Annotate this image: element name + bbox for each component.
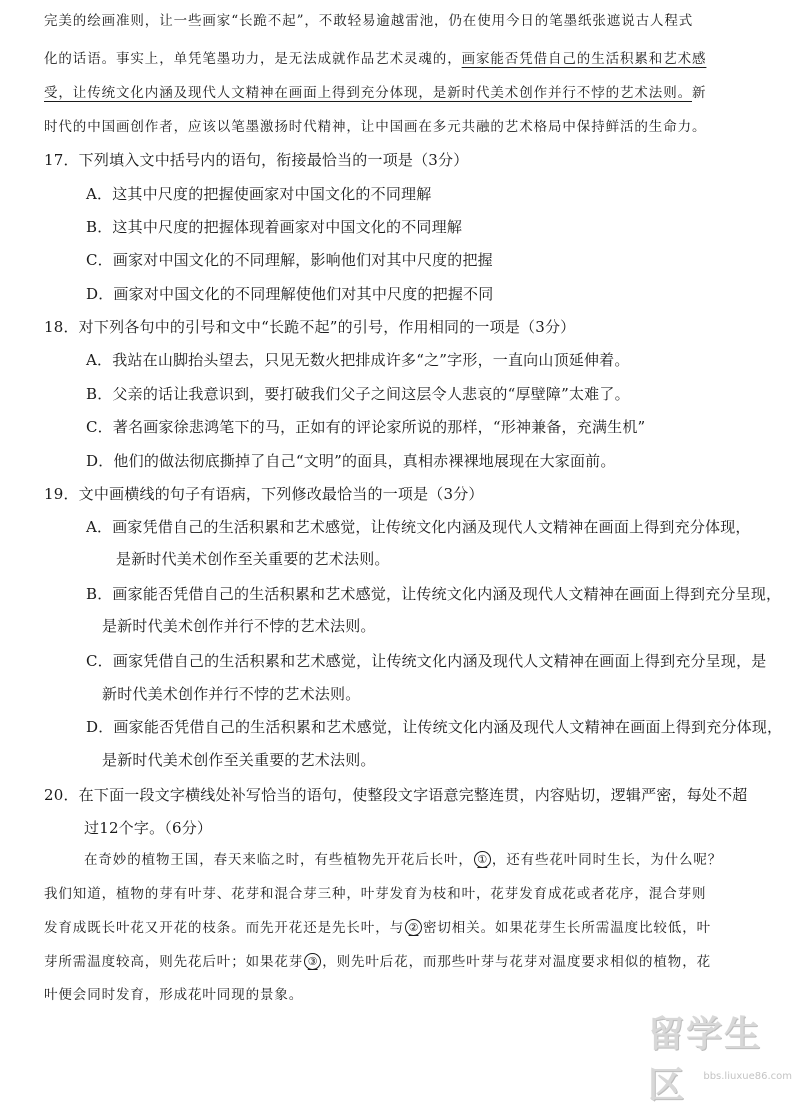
q19-option-d-line-1: D．画家能否凭借自己的生活积累和艺术感觉，让传统文化内涵及现代人文精神在画面上得到充分体现，: [86, 718, 783, 736]
q20-passage-line-3: [44, 918, 711, 938]
underlined-sentence-part-2: 受，让传统文化内涵及现代人文精神在画面上得到充分体现，是新时代美术创作并行不悖的艺术法则。: [44, 85, 692, 101]
q19-option-a-line-1: A．画家凭借自己的生活积累和艺术感觉，让传统文化内涵及现代人文精神在画面上得到充分体现，: [86, 518, 751, 536]
q20-passage-line-4: [44, 952, 711, 972]
underlined-sentence-part-1: 画家能否凭借自己的生活积累和艺术感: [461, 51, 707, 67]
passage-line-2-start: 化的话语。事实上，单凭笔墨功力，是无法成就作品艺术灵魂的，: [44, 51, 462, 67]
q17-option-d: D．画家对中国文化的不同理解使他们对其中尺度的把握不同: [86, 285, 494, 303]
q19-option-d-line-2: 是新时代美术创作至关重要的艺术法则。: [102, 751, 376, 769]
q17-stem: 17．下列填入文中括号内的语句，衔接最恰当的一项是（3分）: [44, 151, 469, 169]
q17-option-a: A．这其中尺度的把握使画家对中国文化的不同理解: [86, 185, 432, 203]
passage-line-3-end: 新: [692, 85, 707, 101]
q19-option-a-line-2: 是新时代美术创作至关重要的艺术法则。: [116, 550, 390, 568]
q20-stem-line-2: 过12个字。（6分）: [84, 819, 213, 837]
q20-passage-line-4-end: ，则先叶后花，而那些叶芽与花芽对温度要求相似的植物，花: [322, 954, 712, 970]
q19-stem: 19．文中画横线的句子有语病，下列修改最恰当的一项是（3分）: [44, 485, 484, 503]
q20-passage-line-5: 叶便会同时发育，形成花叶同现的景象。: [44, 987, 304, 1003]
q20-passage-line-1: [84, 850, 722, 870]
passage-line-2: [44, 49, 706, 69]
passage-line-3: [44, 83, 706, 103]
q18-option-c: C．著名画家徐悲鸿笔下的马，正如有的评论家所说的那样，“形神兼备，充满生机”: [86, 418, 646, 436]
watermark-title: 留学生区: [648, 1014, 763, 1106]
q20-passage-line-1-start: 在奇妙的植物王国，春天来临之时，有些植物先开花后长叶，: [84, 852, 473, 868]
q19-option-b-line-1: B．画家能否凭借自己的生活积累和艺术感觉，让传统文化内涵及现代人文精神在画面上得到充分呈现，: [86, 585, 782, 603]
q17-option-c: C．画家对中国文化的不同理解，影响他们对其中尺度的把握: [86, 251, 493, 269]
passage-line-4: 时代的中国画创作者，应该以笔墨激扬时代精神，让中国画在多元共融的艺术格局中保持鲜活的生命力。: [44, 119, 707, 135]
q20-passage-line-1-end: ，还有些花叶同时生长，为什么呢？: [491, 852, 723, 868]
blank-marker-3: ③: [304, 953, 321, 970]
blank-marker-2: ②: [405, 919, 422, 936]
q18-option-d: D．他们的做法彻底撕掉了自己“文明”的面具，真相赤裸裸地展现在大家面前。: [86, 452, 616, 470]
q18-option-b: B．父亲的话让我意识到，要打破我们父子之间这层令人悲哀的“厚壁障”太难了。: [86, 385, 630, 403]
q20-passage-line-3-end: 密切相关。如果花芽生长所需温度比较低，叶: [423, 920, 711, 936]
site-watermark-logo: [648, 1006, 798, 1106]
q18-option-a: A．我站在山脚抬头望去，只见无数火把排成许多“之”字形，一直向山顶延伸着。: [86, 351, 630, 369]
q20-passage-line-3-start: 发育成既长叶花又开花的枝条。而先开花还是先长叶，与: [44, 920, 404, 936]
q18-stem: 18．对下列各句中的引号和文中“长跪不起”的引号，作用相同的一项是（3分）: [44, 318, 576, 336]
q19-option-b-line-2: 是新时代美术创作并行不悖的艺术法则。: [102, 617, 376, 635]
watermark-url: bbs.liuxue86.com: [703, 1071, 792, 1082]
blank-marker-1: ①: [474, 851, 491, 868]
q20-passage-line-4-start: 芽所需温度较高，则先花后叶；如果花芽: [44, 954, 304, 970]
q17-option-b: B．这其中尺度的把握体现着画家对中国文化的不同理解: [86, 218, 463, 236]
q19-option-c-line-1: C．画家凭借自己的生活积累和艺术感觉，让传统文化内涵及现代人文精神在画面上得到充分呈现，是: [86, 652, 767, 670]
q19-option-c-line-2: 新时代美术创作并行不悖的艺术法则。: [102, 685, 361, 703]
q20-stem-line-1: 20．在下面一段文字横线处补写恰当的语句，使整段文字语意完整连贯，内容贴切，逻辑严密，每处不超: [44, 786, 748, 804]
passage-line-1: 完美的绘画准则，让一些画家“长跪不起”，不敢轻易逾越雷池，仍在使用今日的笔墨纸张遮说古人程式: [44, 13, 694, 29]
q20-passage-line-2: 我们知道，植物的芽有叶芽、花芽和混合芽三种，叶芽发育为枝和叶，花芽发育成花或者花序，混合芽则: [44, 886, 707, 902]
